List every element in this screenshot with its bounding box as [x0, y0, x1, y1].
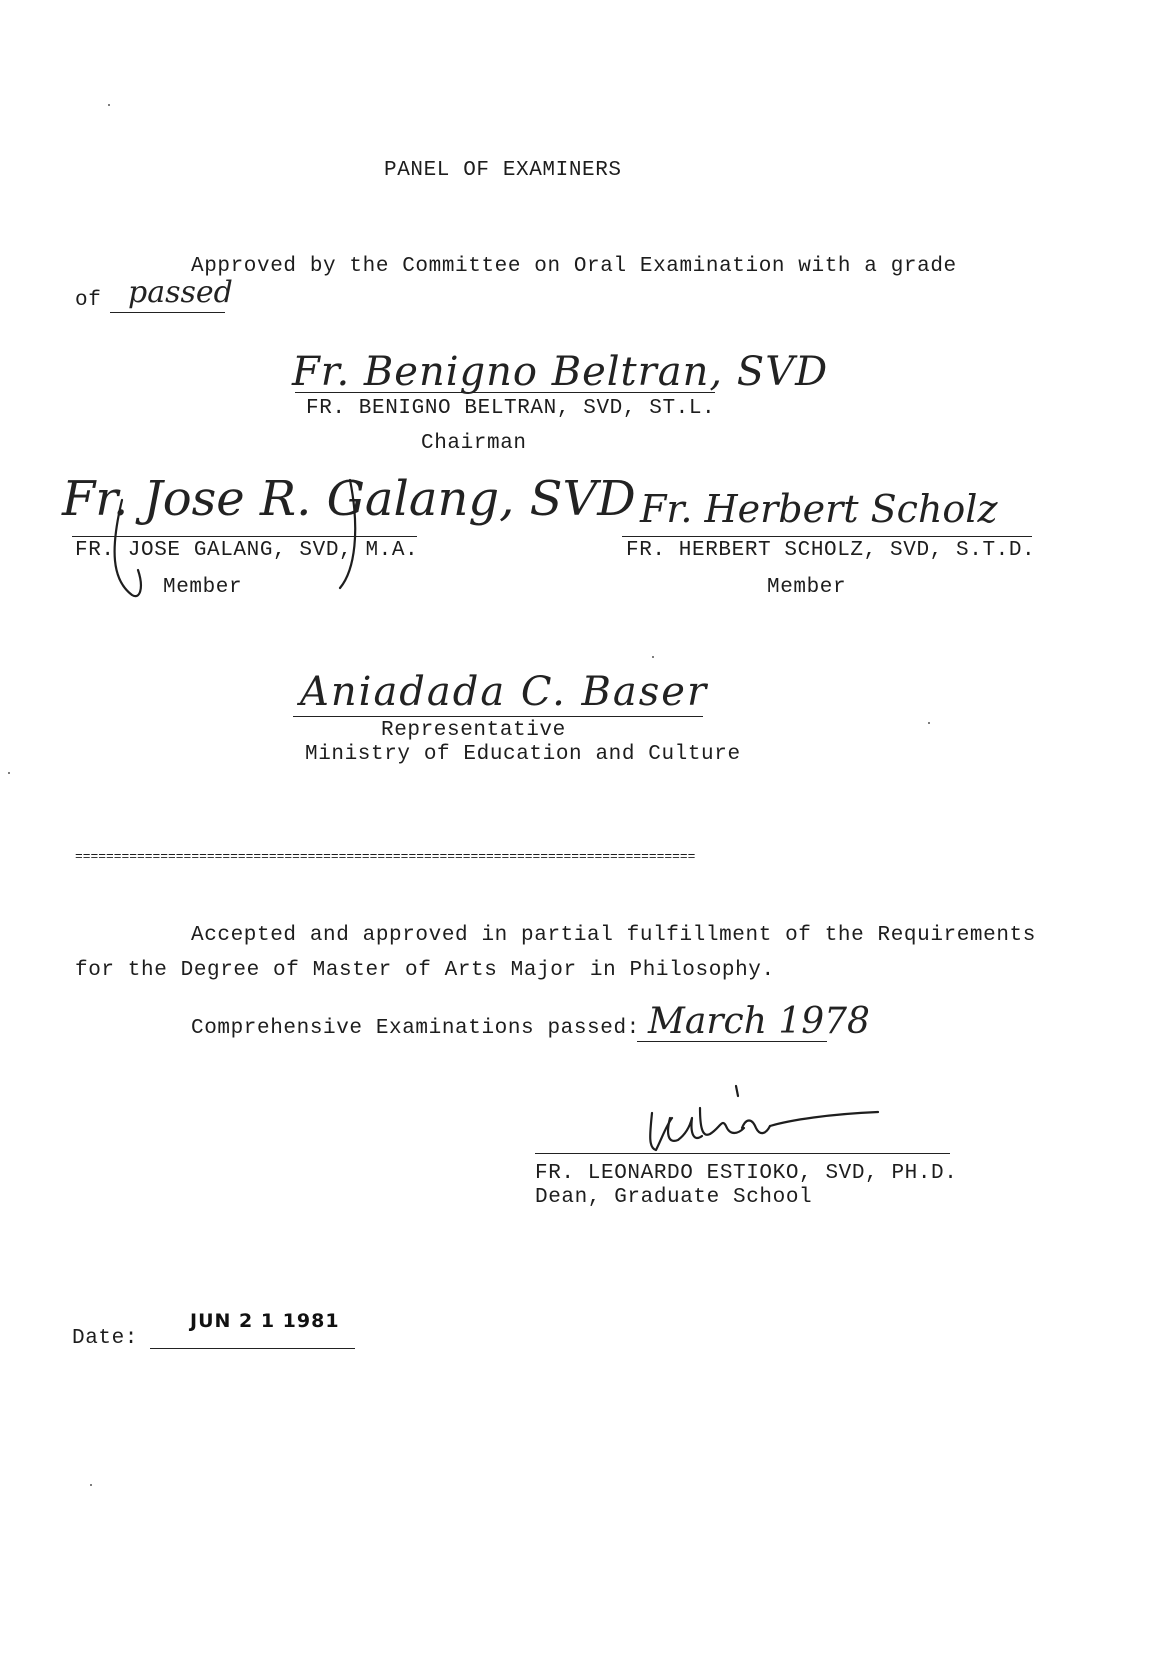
representative-signature: Aniadada C. Baser	[300, 669, 709, 715]
member1-role: Member	[163, 576, 243, 599]
date-stamp: JUN 2 1 1981	[190, 1310, 340, 1332]
grade-underline	[110, 312, 225, 313]
member1-name: FR. JOSE GALANG, SVD, M.A.	[75, 539, 419, 562]
scan-speck	[90, 1484, 92, 1486]
scan-speck	[652, 656, 654, 658]
comprehensive-exam-underline	[637, 1041, 827, 1042]
member1-signature: Fr. Jose R. Galang, SVD	[62, 471, 636, 527]
page-title: PANEL OF EXAMINERS	[384, 159, 622, 182]
member1-signature-line	[72, 536, 417, 537]
dean-signature-line	[535, 1153, 950, 1154]
representative-role: Representative	[381, 719, 566, 742]
dean-title: Dean, Graduate School	[535, 1186, 813, 1209]
dean-name: FR. LEONARDO ESTIOKO, SVD, PH.D.	[535, 1162, 958, 1185]
scan-speck	[928, 722, 930, 724]
date-label: Date:	[72, 1327, 139, 1350]
member2-role: Member	[767, 576, 847, 599]
representative-signature-line	[293, 716, 703, 717]
member1-signature-flourish	[60, 460, 460, 600]
acceptance-line-1: Accepted and approved in partial fulfillment of the Requirements	[191, 924, 1036, 947]
member2-signature: Fr. Herbert Scholz	[640, 487, 998, 531]
chairman-name: FR. BENIGNO BELTRAN, SVD, ST.L.	[306, 397, 716, 420]
member2-name: FR. HERBERT SCHOLZ, SVD, S.T.D.	[626, 539, 1036, 562]
chairman-role: Chairman	[421, 432, 527, 455]
approval-text: Approved by the Committee on Oral Examination with a grade	[191, 255, 957, 278]
chairman-signature-line	[295, 392, 715, 393]
date-underline	[150, 1348, 355, 1349]
representative-org: Ministry of Education and Culture	[305, 743, 741, 766]
scan-speck	[8, 772, 10, 774]
chairman-signature: Fr. Benigno Beltran, SVD	[292, 349, 829, 395]
grade-handwritten: passed	[128, 275, 233, 310]
scan-speck	[108, 104, 110, 106]
comprehensive-exam-date: March 1978	[648, 1001, 870, 1042]
dean-signature	[630, 1078, 930, 1168]
separator-line: ================================================================================	[75, 849, 696, 864]
comprehensive-exam-label: Comprehensive Examinations passed:	[191, 1017, 640, 1040]
member2-signature-line	[622, 536, 1032, 537]
acceptance-line-2: for the Degree of Master of Arts Major in Philosophy.	[75, 959, 775, 982]
approval-of-label: of	[75, 289, 102, 312]
